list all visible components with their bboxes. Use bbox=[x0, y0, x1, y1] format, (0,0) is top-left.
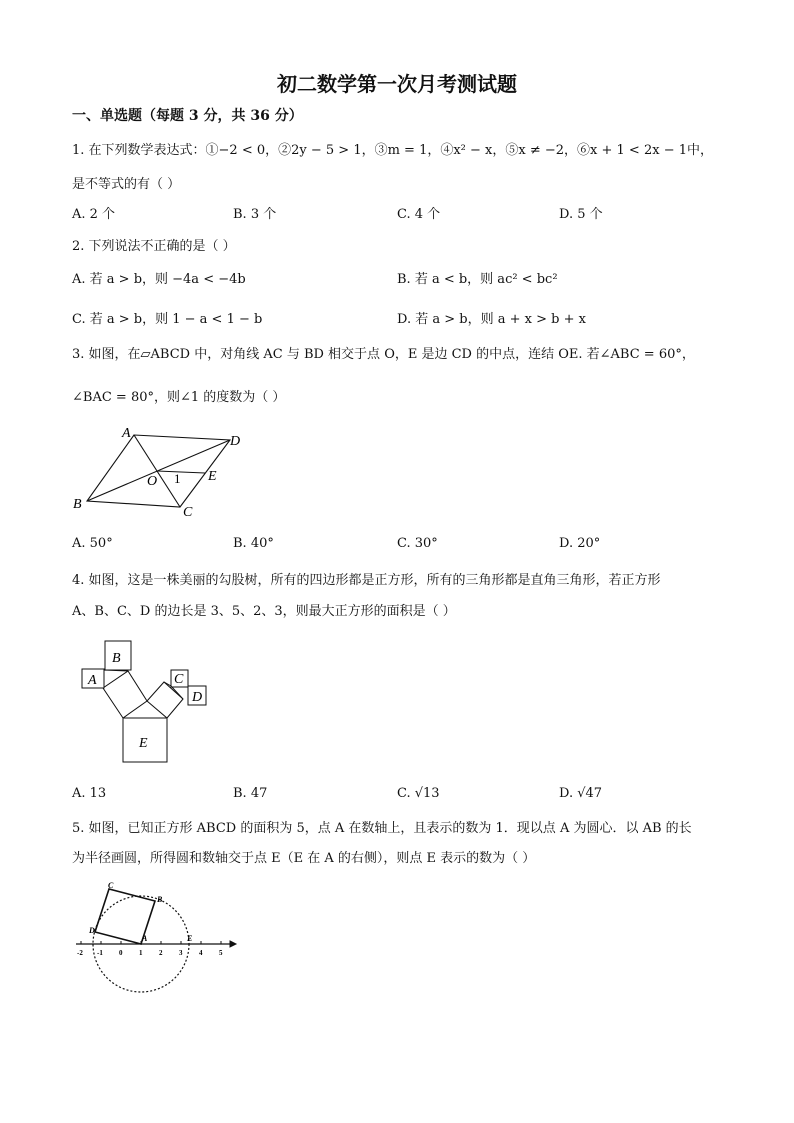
q5-stem-line1: 5. 如图，已知正方形 ABCD 的面积为 5，点 A 在数轴上，且表示的数为 1．现以点 A 为圆心．以 AB 的长 bbox=[72, 821, 692, 836]
q1-option-a: A. 2 个 bbox=[72, 207, 116, 222]
q3-option-a: A. 50° bbox=[72, 536, 113, 551]
label-pt-b: B bbox=[157, 895, 163, 904]
label-pt-e: E bbox=[187, 934, 193, 943]
q3-option-d: D. 20° bbox=[559, 536, 601, 551]
label-sq-d: D bbox=[192, 690, 203, 705]
tick-label--2: -2 bbox=[77, 949, 83, 957]
square-left-middle bbox=[103, 671, 147, 718]
label-a: A bbox=[122, 426, 131, 441]
q4-option-b: B. 47 bbox=[233, 786, 268, 801]
tick-label-3: 3 bbox=[179, 949, 183, 957]
label-sq-a: A bbox=[88, 673, 97, 688]
q2-option-c: C. 若 a > b，则 1 − a < 1 − b bbox=[72, 312, 263, 327]
q2-option-d: D. 若 a > b，则 a + x > b + x bbox=[397, 312, 586, 327]
label-one: 1 bbox=[174, 471, 181, 486]
q2-option-b: B. 若 a < b，则 ac² < bc² bbox=[397, 272, 558, 287]
q4-option-d: D. √47 bbox=[559, 786, 603, 801]
q1-stem-line1: 1. 在下列数学表达式：①−2 < 0，②2y − 5 > 1，③m = 1，④x² − x，⑤x ≠ −2，⑥x + 1 < 2x − 1中， bbox=[72, 143, 713, 158]
axis-arrow bbox=[230, 941, 236, 947]
q4-option-a: A. 13 bbox=[72, 786, 107, 801]
label-sq-b: B bbox=[112, 651, 121, 666]
label-b: B bbox=[73, 497, 82, 512]
label-sq-c: C bbox=[174, 672, 184, 687]
tick-label-0: 0 bbox=[119, 949, 123, 957]
q1-option-c: C. 4 个 bbox=[397, 207, 441, 222]
tick-label-4: 4 bbox=[199, 949, 203, 957]
label-pt-d: D bbox=[89, 926, 95, 935]
tick-label-1: 1 bbox=[139, 949, 143, 957]
tick-label-2: 2 bbox=[159, 949, 163, 957]
label-o: O bbox=[147, 474, 158, 489]
tick-label-5: 5 bbox=[219, 949, 223, 957]
parallelogram-figure bbox=[70, 424, 260, 518]
section-heading: 一、单选题（每题 3 分，共 36 分） bbox=[72, 108, 303, 124]
label-pt-a: A bbox=[142, 934, 148, 943]
label-c: C bbox=[183, 505, 193, 518]
q3-option-b: B. 40° bbox=[233, 536, 274, 551]
label-sq-e: E bbox=[139, 736, 148, 751]
label-pt-c: C bbox=[108, 881, 114, 890]
q3-stem-line2: ∠BAC = 80°，则∠1 的度数为（ ） bbox=[72, 390, 286, 405]
number-line-circle-figure bbox=[74, 880, 238, 998]
q1-option-b: B. 3 个 bbox=[233, 207, 277, 222]
label-d: D bbox=[230, 434, 241, 449]
q5-stem-line2: 为半径画圆，所得圆和数轴交于点 E（E 在 A 的右侧），则点 E 表示的数为（ ） bbox=[72, 851, 536, 866]
segment-oe bbox=[157, 471, 205, 473]
q1-option-d: D. 5 个 bbox=[559, 207, 603, 222]
q4-stem-line1: 4. 如图，这是一株美丽的勾股树，所有的四边形都是正方形，所有的三角形都是直角三角形，若正方形 bbox=[72, 573, 661, 588]
q2-stem: 2. 下列说法不正确的是（ ） bbox=[72, 239, 236, 254]
pythagoras-tree-figure bbox=[80, 638, 212, 764]
q4-option-c: C. √13 bbox=[397, 786, 440, 801]
q3-option-c: C. 30° bbox=[397, 536, 438, 551]
q4-stem-line2: A、B、C、D 的边长是 3、5、2、3，则最大正方形的面积是（ ） bbox=[72, 604, 456, 619]
q2-option-a: A. 若 a > b，则 −4a < −4b bbox=[72, 272, 246, 287]
q3-stem-line1: 3. 如图，在▱ABCD 中，对角线 AC 与 BD 相交于点 O，E 是边 CD 的中点，连结 OE. 若∠ABC = 60°， bbox=[72, 347, 695, 362]
q1-stem-line2: 是不等式的有（ ） bbox=[72, 177, 181, 192]
page-title: 初二数学第一次月考测试题 bbox=[277, 72, 517, 96]
label-e: E bbox=[208, 469, 217, 484]
tick-label--1: -1 bbox=[97, 949, 103, 957]
